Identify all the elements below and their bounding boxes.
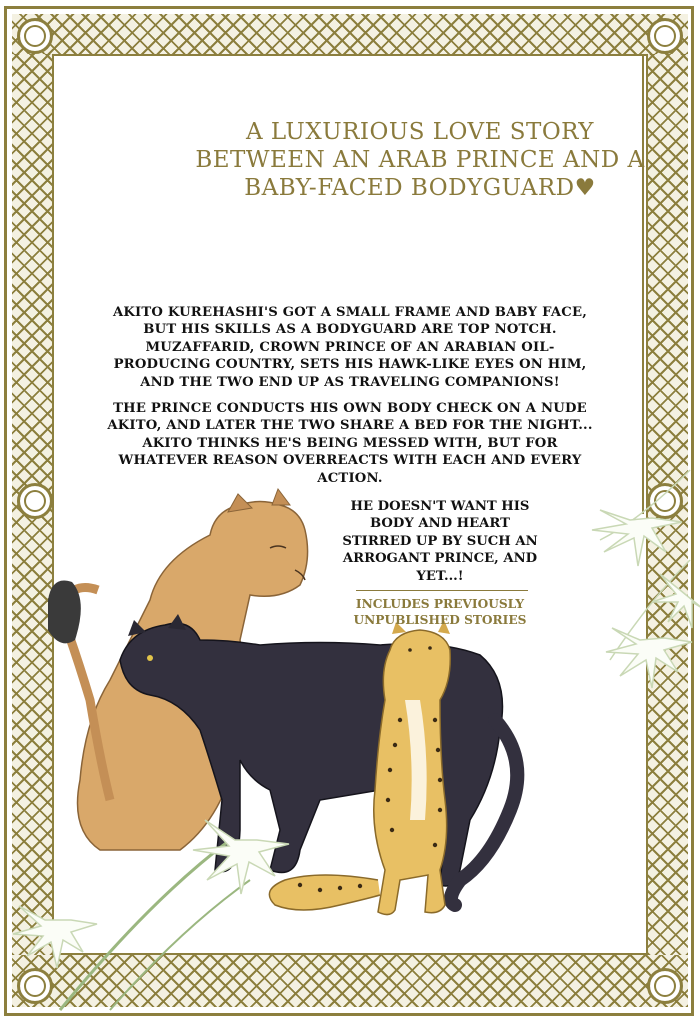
blurb-paragraph-1: AKITO KUREHASHI'S GOT A SMALL FRAME AND BABY FACE, BUT HIS SKILLS AS A BODYGUARD ARE TOP NOTCH. MUZAFFARID, CROWN PRINCE OF AN ARABIAN OIL-PRODUCING COUNTRY, SETS HIS HAWK-LIKE EYES ON HIM, AND THE TWO END UP AS TRAVELING COMPANIONS! xyxy=(112,305,588,390)
includes-note: INCLUDES PREVIOUSLY UNPUBLISHED STORIES xyxy=(353,597,527,627)
tagline-divider xyxy=(356,590,528,591)
lily-flowers-right xyxy=(592,470,700,688)
tagline: HE DOESN'T WANT HIS BODY AND HEART STIRRED UP BY SUCH AN ARROGANT PRINCE, AND YET...! xyxy=(342,499,538,584)
heart-icon: ♥ xyxy=(574,175,596,201)
blurb-paragraph-2: THE PRINCE CONDUCTS HIS OWN BODY CHECK ON A NUDE AKITO, AND LATER THE TWO SHARE A BED FOR THE NIGHT... AKITO THINKS HE'S BEING MESSED WITH, BUT FOR WHATEVER REASON OVERREACTS WITH EACH AND EVERY ACTION. xyxy=(107,401,593,486)
headline-text: A LUXURIOUS LOVE STORY BETWEEN AN ARAB PRINCE AND A BABY-FACED BODYGUARD xyxy=(195,119,645,201)
headline xyxy=(190,118,650,202)
